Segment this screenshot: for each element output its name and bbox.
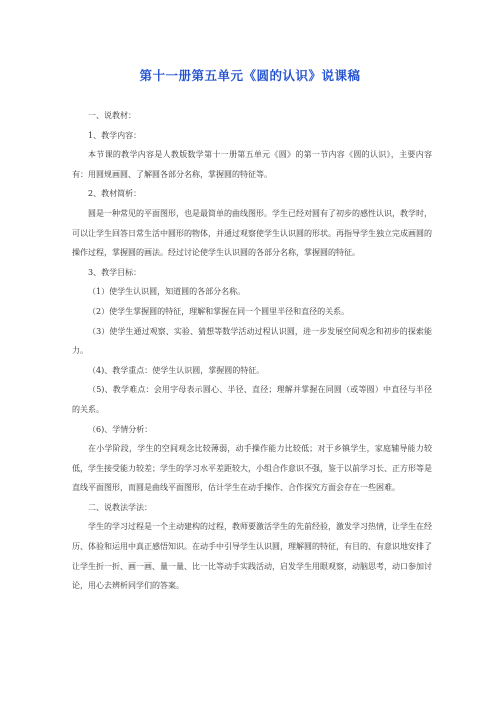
subsection-heading: 2、教材简析： bbox=[88, 189, 142, 199]
section-heading: 一、说教材： bbox=[88, 111, 136, 120]
goal-item: （3）使学生通过观察、实验、猜想等数学活动过程认识圆，进一步发展空间观念和初步的探索能力。 bbox=[72, 326, 432, 356]
paragraph-learner-analysis: 在小学阶段，学生的空间观念比较薄弱，动手操作能力比较低；对于乡镇学生，家庭辅导能力较低，学生接受能力较差；学生的学习水平差距较大，小组合作意识不强，鉴于以前学习长、正方形等是直线平面图形，而圆是曲线平面图形，估计学生在动手操作、合作探究方面会存在一些困难。 bbox=[72, 444, 432, 493]
subsection-heading: （6)、学情分析： bbox=[88, 424, 153, 434]
goal-item: （2）使学生掌握圆的特征，理解和掌握在同一个圆里半径和直径的关系。 bbox=[88, 306, 350, 316]
document-title: 第十一册第五单元《圆的认识》说课稿 bbox=[139, 68, 361, 83]
key-point: （4)、教学重点：使学生认识圆，掌握圆的特征。 bbox=[88, 365, 265, 375]
difficulty: （5)、教学难点：会用字母表示圆心、半径、直径；理解并掌握在同圆（或等圆）中直径与半径的关系。 bbox=[72, 385, 432, 414]
subsection-heading: 3、教学目标： bbox=[88, 267, 142, 277]
goal-item: （1）使学生认识圆，知道圆的各部分名称。 bbox=[88, 287, 246, 297]
document-body bbox=[72, 106, 432, 596]
paragraph-material-analysis: 圆是一种常见的平面图形，也是最简单的曲线图形。学生已经对圆有了初步的感性认识，教学时，可以让学生回答日常生活中圆形的物体，并通过观察使学生认识圆的形状。再指导学生独立完成画圆的操作过程，掌握圆的画法。经过讨论使学生认识圆的各部分名称，掌握圆的特征。 bbox=[72, 208, 432, 258]
paragraph-methods: 学生的学习过程是一个主动建构的过程，教师要激活学生的先前经验，激发学习热情，让学生在经历、体验和运用中真正感悟知识。在动手中引导学生认识圆，理解圆的特征，有目的、有意识地安排了让学生折一折、画一画、量一量、比一比等动手实践活动，启发学生用眼观察，动脑思考，动口参加讨论，用心去辨析同学们的答案。 bbox=[72, 522, 432, 591]
paragraph-teaching-content: 本节课的教学内容是人教版数学第十一册第五单元《圆》的第一节内容《圆的认识》，主要内容有：用圆规画圆、了解圆各部分名称，掌握圆的特征等。 bbox=[72, 150, 432, 179]
subsection-heading: 1、教学内容： bbox=[88, 130, 142, 140]
section-heading: 二、说教法学法： bbox=[88, 502, 152, 512]
